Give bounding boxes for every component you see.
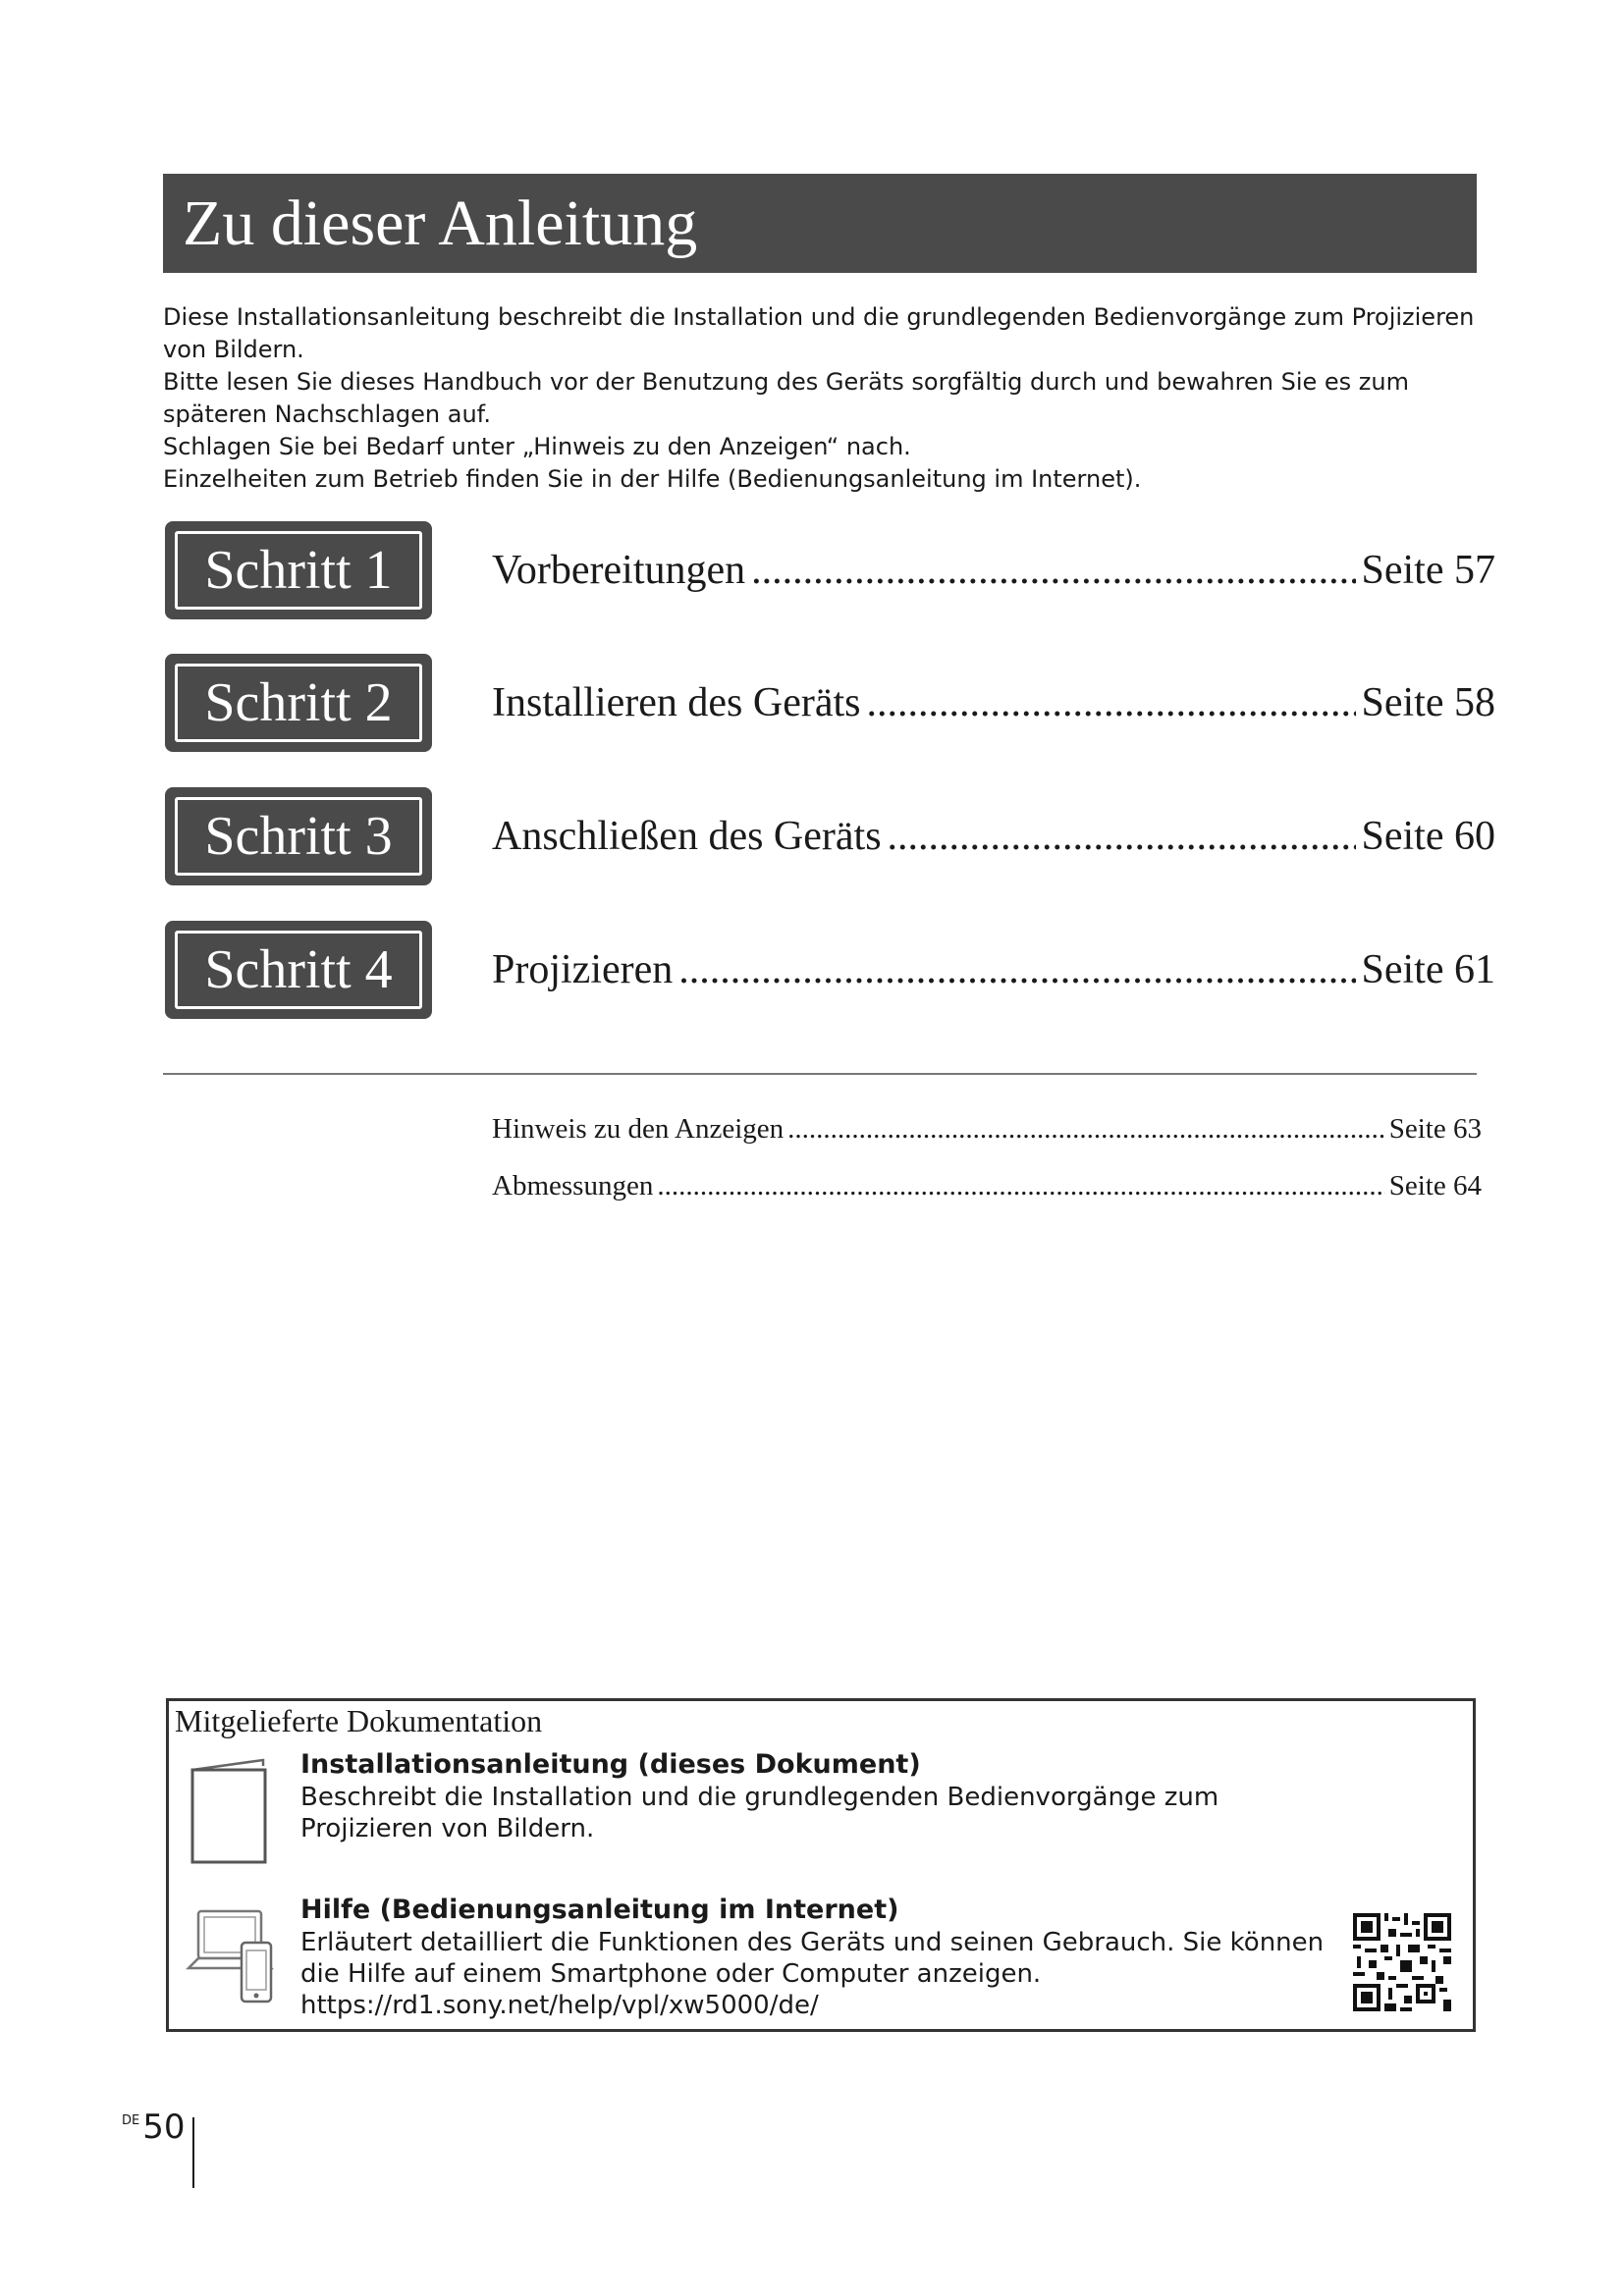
intro-paragraph: Bitte lesen Sie dieses Handbuch vor der Benutzung des Geräts sorgfältig durch und bewahren Sie es zum späteren Nachschlagen auf. (163, 368, 1409, 428)
page-number-rule (192, 2117, 194, 2188)
page-number-value: 50 (142, 2108, 186, 2147)
step-link[interactable] (492, 921, 1495, 1019)
documentation-title: Mitgelieferte Dokumentation (175, 1703, 543, 1738)
step-badge (165, 787, 432, 885)
dot-leader (787, 1113, 1385, 1146)
step-badge-label: Schritt 4 (175, 931, 422, 1009)
dot-leader (867, 679, 1356, 726)
booklet-icon (189, 1756, 269, 1866)
extra-label: Hinweis zu den Anzeigen (492, 1112, 785, 1145)
page-title: Zu dieser Anleitung (183, 187, 698, 259)
doc-description-line: die Hilfe auf einem Smartphone oder Computer anzeigen. (300, 1959, 1042, 1989)
dot-leader (678, 946, 1355, 993)
extra-page: Seite 63 (1388, 1112, 1482, 1145)
extra-link-dimensions[interactable] (492, 1166, 1482, 1205)
extra-label: Abmessungen (492, 1169, 654, 1201)
supplied-documentation-box (166, 1698, 1476, 2032)
step-link[interactable] (492, 787, 1495, 885)
doc-entry-installation (300, 1748, 1341, 1844)
qr-code-icon[interactable] (1353, 1913, 1451, 2011)
extra-page: Seite 64 (1388, 1169, 1482, 1201)
language-code: DE (122, 2113, 140, 2128)
step-badge (165, 921, 432, 1019)
title-bar (163, 174, 1477, 273)
step-badge (165, 654, 432, 752)
doc-description-line: Erläutert detailliert die Funktionen des Geräts und seinen Gebrauch. Sie können (300, 1928, 1325, 1957)
devices-icon (185, 1903, 279, 2009)
step-badge (165, 521, 432, 619)
doc-description-line: Beschreibt die Installation und die grundlegenden Bedienvorgänge zum (300, 1783, 1219, 1812)
step-label: Installieren des Geräts (492, 680, 861, 725)
section-divider (163, 1073, 1477, 1075)
step-label: Projizieren (492, 947, 674, 992)
dot-leader (751, 547, 1355, 594)
step-badge-label: Schritt 3 (175, 797, 422, 876)
step-row-3[interactable] (163, 787, 1498, 885)
step-link[interactable] (492, 654, 1495, 752)
step-page: Seite 61 (1361, 947, 1495, 992)
dot-leader (657, 1170, 1384, 1202)
doc-entry-help (300, 1894, 1341, 2021)
step-page: Seite 58 (1361, 680, 1495, 725)
intro-paragraph: Diese Installationsanleitung beschreibt die Installation und die grundlegenden Bedienvorgänge zum Projizieren von Bildern. (163, 303, 1475, 363)
step-row-4[interactable] (163, 921, 1498, 1019)
step-label: Vorbereitungen (492, 548, 746, 593)
step-label: Anschließen des Geräts (492, 814, 882, 859)
step-badge-label: Schritt 2 (175, 664, 422, 742)
intro-text (163, 301, 1498, 496)
dot-leader (888, 813, 1356, 860)
step-page: Seite 57 (1361, 548, 1495, 593)
step-link[interactable] (492, 521, 1495, 619)
step-row-1[interactable] (163, 521, 1498, 619)
doc-heading: Installationsanleitung (dieses Dokument) (300, 1749, 921, 1780)
step-row-2[interactable] (163, 654, 1498, 752)
doc-description-line: Projizieren von Bildern. (300, 1814, 595, 1843)
extra-link-notes[interactable] (492, 1109, 1482, 1148)
intro-paragraph: Einzelheiten zum Betrieb finden Sie in der Hilfe (Bedienungsanleitung im Internet). (163, 465, 1142, 493)
doc-heading: Hilfe (Bedienungsanleitung im Internet) (300, 1895, 899, 1925)
intro-paragraph: Schlagen Sie bei Bedarf unter „Hinweis zu den Anzeigen“ nach. (163, 433, 911, 460)
step-badge-label: Schritt 1 (175, 531, 422, 610)
help-url[interactable]: https://rd1.sony.net/help/vpl/xw5000/de/ (300, 1991, 819, 2020)
step-page: Seite 60 (1361, 814, 1495, 859)
page-number (122, 2108, 186, 2186)
